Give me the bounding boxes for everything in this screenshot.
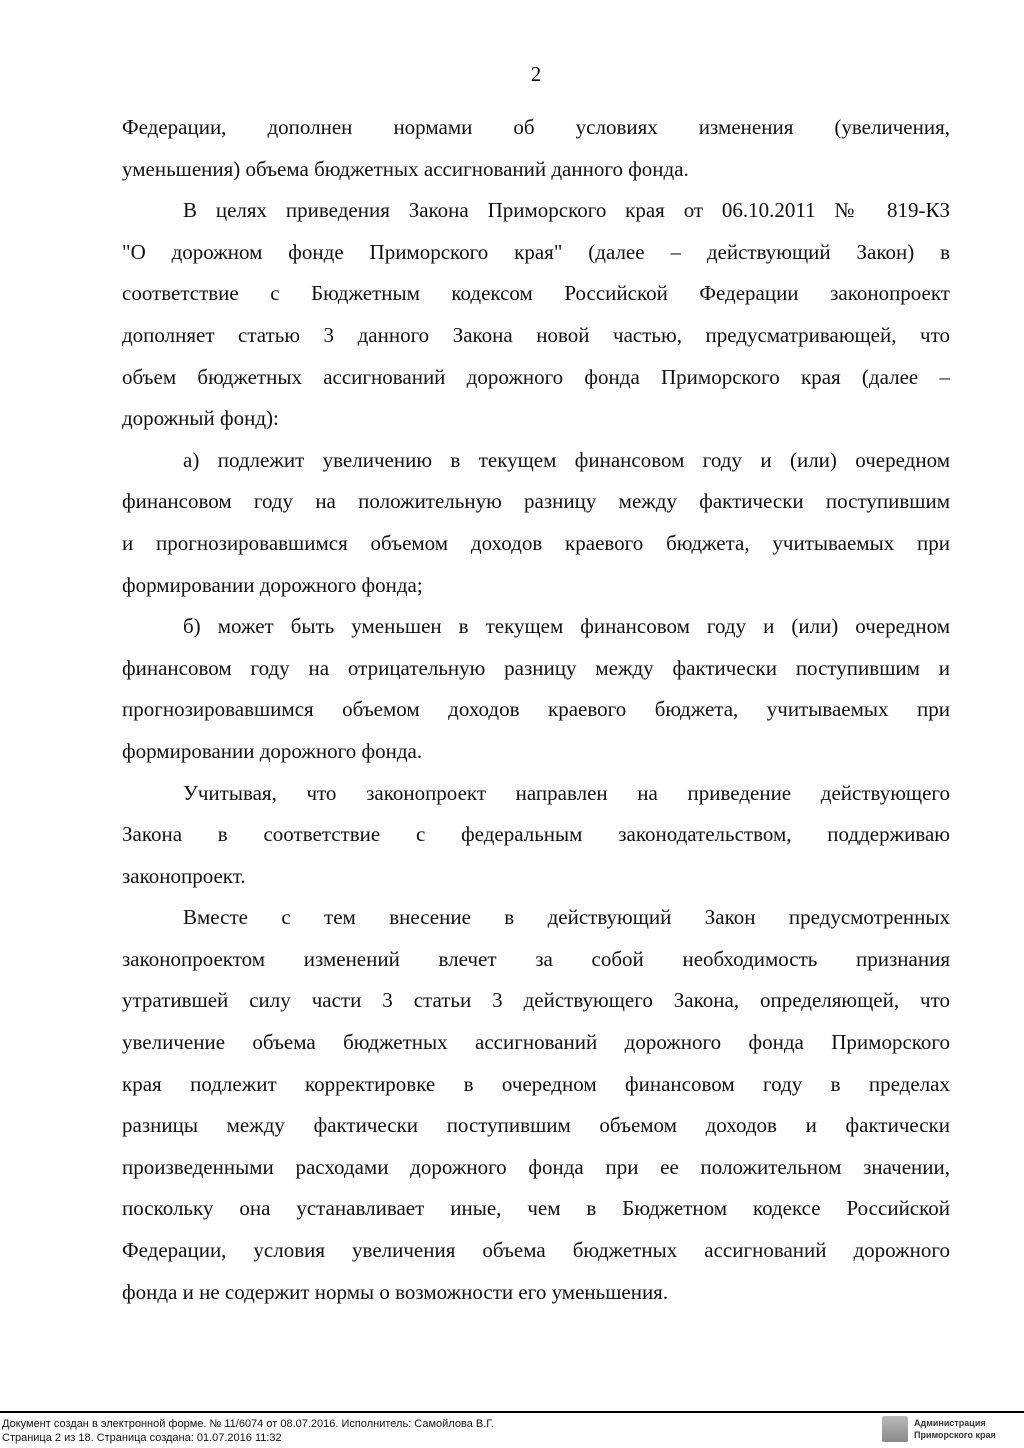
document-body: [122, 107, 950, 1313]
paragraph: [122, 107, 950, 190]
paragraph: [122, 606, 950, 772]
text-line: края подлежит корректировке в очередном финансовом году в пределах: [122, 1071, 950, 1096]
text-line: фонда и не содержит нормы о возможности его уменьшения.: [122, 1279, 669, 1304]
coat-of-arms-icon: [882, 1416, 908, 1442]
text-line: Федерации, дополнен нормами об условиях изменения (увеличения,: [122, 115, 950, 139]
text-line: Закона в соответствие с федеральным законодательством, поддерживаю: [122, 822, 950, 847]
text-line: законопроектом изменений влечет за собой необходимость признания: [122, 946, 950, 971]
text-line: прогнозировавшимся объемом доходов краевого бюджета, учитываемых при: [122, 697, 950, 722]
paragraph: [122, 773, 950, 898]
text-line: разницы между фактически поступившим объемом доходов и фактически: [122, 1113, 950, 1138]
text-line: уменьшения) объема бюджетных ассигнований данного фонда.: [122, 156, 689, 181]
text-line: В целях приведения Закона Приморского края от 06.10.2011 № 819-КЗ: [183, 198, 950, 223]
text-line: увеличение объема бюджетных ассигнований дорожного фонда Приморского: [122, 1030, 950, 1055]
text-line: произведенными расходами дорожного фонда при ее положительном значении,: [122, 1154, 950, 1179]
text-line: Федерации, условия увеличения объема бюджетных ассигнований дорожного: [122, 1238, 950, 1263]
logo-text-line1: Администрация: [914, 1418, 986, 1428]
footer: [2, 1417, 494, 1445]
administration-logo: [882, 1416, 996, 1442]
footer-divider: [0, 1411, 1024, 1413]
text-line: законопроект.: [122, 863, 246, 888]
text-line: Вместе с тем внесение в действующий Закон предусмотренных: [183, 905, 950, 930]
page-number: 2: [530, 62, 542, 86]
text-line: б) может быть уменьшен в текущем финансовом году и (или) очередном: [183, 614, 950, 639]
logo-text-line2: Приморского края: [914, 1430, 996, 1440]
text-line: объем бюджетных ассигнований дорожного фонда Приморского края (далее –: [122, 364, 950, 389]
footer-page-info: Страница 2 из 18. Страница создана: 01.07.2016 11:32: [2, 1432, 282, 1444]
text-line: и прогнозировавшимся объемом доходов краевого бюджета, учитываемых при: [122, 530, 950, 555]
text-line: Учитывая, что законопроект направлен на приведение действующего: [183, 780, 950, 805]
text-line: формировании дорожного фонда;: [122, 572, 423, 597]
text-line: соответствие с Бюджетным кодексом Российской Федерации законопроект: [122, 281, 950, 306]
text-line: утратившей силу части 3 статьи 3 действующего Закона, определяющей, что: [122, 988, 950, 1013]
text-line: дополняет статью 3 данного Закона новой частью, предусматривающей, что: [122, 322, 950, 347]
footer-document-info: Документ создан в электронной форме. № 11/6074 от 08.07.2016. Исполнитель: Самойлова В.Г.: [2, 1418, 494, 1430]
paragraph: [122, 190, 950, 440]
text-line: дорожный фонд):: [122, 406, 279, 431]
paragraph: [122, 897, 950, 1313]
text-line: финансовом году на отрицательную разницу между фактически поступившим и: [122, 655, 950, 680]
text-line: поскольку она устанавливает иные, чем в Бюджетном кодексе Российской: [122, 1196, 950, 1221]
text-line: а) подлежит увеличению в текущем финансовом году и (или) очередном: [183, 447, 950, 472]
paragraph: [122, 440, 950, 606]
text-line: "О дорожном фонде Приморского края" (далее – действующий Закон) в: [122, 239, 950, 264]
text-line: финансовом году на положительную разницу между фактически поступившим: [122, 489, 950, 514]
text-line: формировании дорожного фонда.: [122, 738, 423, 763]
